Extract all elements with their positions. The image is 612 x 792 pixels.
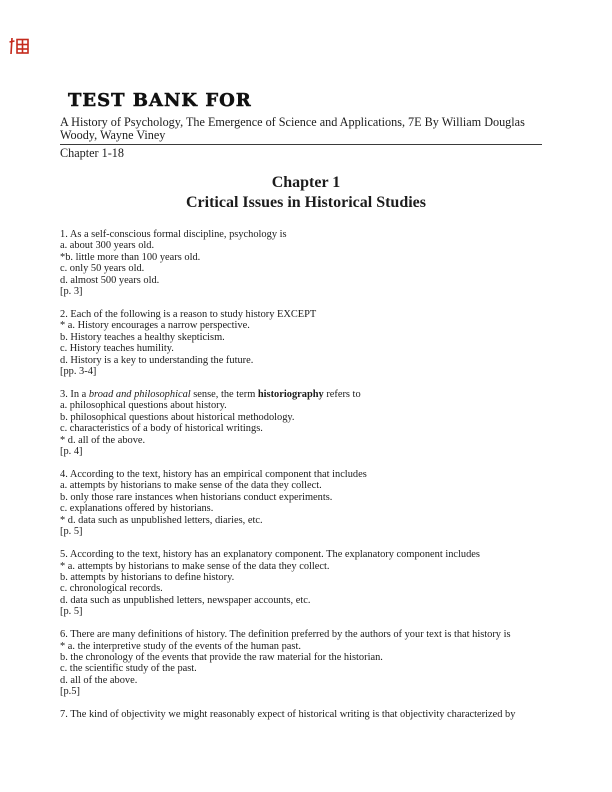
question-stem bbox=[60, 629, 552, 640]
stem-text: 1. As a self-conscious formal discipline, psychology is bbox=[60, 229, 287, 240]
answer-option: * d. data such as unpublished letters, diaries, etc. bbox=[60, 514, 263, 526]
answer-option: d. almost 500 years old. bbox=[60, 274, 160, 286]
page-reference: [p. 5] bbox=[60, 606, 83, 618]
chapter-title: Critical Issues in Historical Studies bbox=[185, 193, 426, 211]
answer-option: a. attempts by historians to make sense of the data they collect. bbox=[60, 480, 322, 492]
chapter-heading bbox=[60, 173, 552, 212]
answer-option: d. data such as unpublished letters, newspaper accounts, etc. bbox=[60, 594, 311, 606]
answer-option: *b. little more than 100 years old. bbox=[60, 251, 201, 263]
book-title-line1: A History of Psychology, The Emergence of Science and Applications, 7E By William Douglas bbox=[60, 115, 525, 129]
stem-text: broad and philosophical bbox=[88, 389, 191, 401]
stem-text: sense, the term bbox=[190, 389, 258, 401]
answer-option: a. philosophical questions about history. bbox=[60, 400, 227, 412]
test-bank-title: TEST BANK FOR bbox=[68, 90, 252, 111]
header-divider bbox=[60, 144, 542, 145]
answer-option: b. philosophical questions about historical methodology. bbox=[60, 411, 295, 423]
stem-text: historiography bbox=[257, 389, 324, 401]
question-stem bbox=[60, 709, 552, 720]
answer-option: b. History teaches a healthy skepticism. bbox=[60, 331, 225, 343]
chapter-range: Chapter 1-18 bbox=[60, 146, 124, 160]
question-stem bbox=[60, 389, 552, 400]
page-reference: [p. 5] bbox=[60, 526, 83, 538]
answer-option: b. attempts by historians to define history. bbox=[60, 571, 235, 583]
answer-option: c. History teaches humility. bbox=[60, 343, 174, 355]
stem-text: 7. The kind of objectivity we might reasonably expect of historical writing is that objectivity characterized by bbox=[60, 709, 516, 721]
stem-text: 2. Each of the following is a reason to study history EXCEPT bbox=[60, 309, 317, 321]
answer-option: a. about 300 years old. bbox=[60, 240, 155, 252]
question-list bbox=[60, 229, 552, 721]
answer-option: c. the scientific study of the past. bbox=[60, 663, 197, 675]
question-stem bbox=[60, 469, 552, 480]
book-title bbox=[60, 116, 552, 142]
red-stamp-icon bbox=[8, 36, 30, 56]
answer-option: b. the chronology of the events that provide the raw material for the historian. bbox=[60, 651, 383, 663]
question-stem bbox=[60, 309, 552, 320]
answer-option: d. all of the above. bbox=[60, 674, 138, 686]
stem-text: 5. According to the text, history has an explanatory component. The explanatory component includes bbox=[60, 549, 480, 561]
answer-option: * a. History encourages a narrow perspective. bbox=[60, 320, 250, 332]
question bbox=[60, 229, 552, 298]
page-content bbox=[60, 0, 552, 732]
page-reference: [p. 3] bbox=[60, 286, 83, 298]
question bbox=[60, 389, 552, 458]
answer-option: b. only those rare instances when historians conduct experiments. bbox=[60, 491, 333, 503]
answer-option: d. History is a key to understanding the future. bbox=[60, 354, 254, 366]
stem-text: 6. There are many definitions of history. The definition preferred by the authors of your text is that history is bbox=[60, 629, 511, 641]
question bbox=[60, 629, 552, 698]
answer-option: c. explanations offered by historians. bbox=[60, 503, 214, 515]
question-stem bbox=[60, 549, 552, 560]
page-reference: [pp. 3-4] bbox=[60, 366, 97, 378]
question bbox=[60, 549, 552, 618]
page-reference: [p.5] bbox=[60, 686, 80, 698]
chapter-number: Chapter 1 bbox=[271, 174, 341, 191]
stem-text: refers to bbox=[323, 389, 361, 401]
question bbox=[60, 469, 552, 538]
answer-option: c. only 50 years old. bbox=[60, 263, 145, 275]
question-stem bbox=[60, 229, 552, 240]
question bbox=[60, 709, 552, 720]
stem-text: 4. According to the text, history has an empirical component that includes bbox=[60, 469, 367, 481]
book-title-line2: Woody, Wayne Viney bbox=[60, 128, 166, 142]
answer-option: * a. attempts by historians to make sense of the data they collect. bbox=[60, 560, 330, 572]
answer-option: c. characteristics of a body of historical writings. bbox=[60, 423, 263, 435]
answer-option: * d. all of the above. bbox=[60, 434, 146, 446]
question bbox=[60, 309, 552, 378]
page-reference: [p. 4] bbox=[60, 446, 83, 458]
document-header bbox=[60, 91, 552, 160]
stem-text: 3. In a bbox=[60, 389, 89, 401]
answer-option: * a. the interpretive study of the events of the human past. bbox=[60, 640, 301, 652]
answer-option: c. chronological records. bbox=[60, 583, 163, 595]
